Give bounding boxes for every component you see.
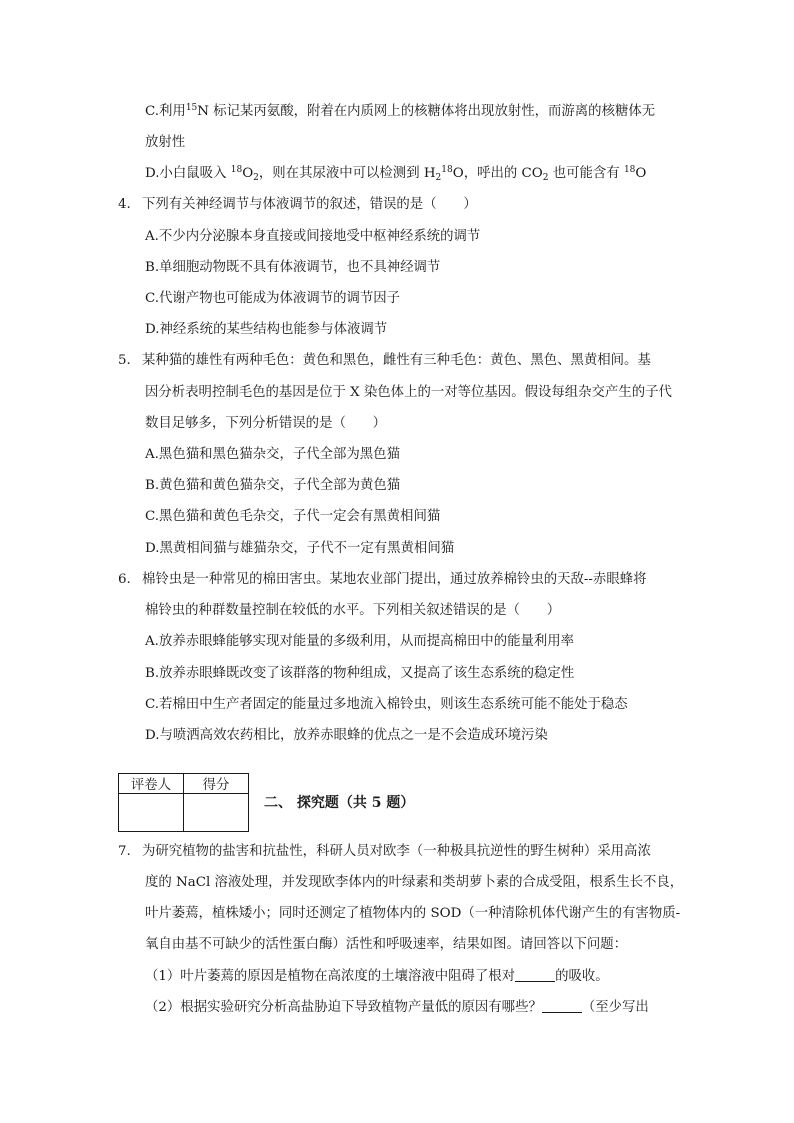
q7-stem-line2: 度的 NaCl 溶液处理，并发现欧李体内的叶绿素和类胡萝卜素的合成受阻，根系生长不良， [145, 875, 684, 890]
q4-number: 4. [118, 197, 131, 212]
q6-stem-line1: 6. 棉铃虫是一种常见的棉田害虫。某地农业部门提出，通过放养棉铃虫的天敌--赤眼蜂将 [118, 570, 647, 590]
q6-option-a: A.放养赤眼蜂能够实现对能量的多级利用，从而提高棉田中的能量利用率 [145, 634, 575, 649]
score-cell[interactable] [184, 794, 249, 832]
q7-subquestion-1: （1）叶片萎蔫的原因是植物在高浓度的土壤溶液中阻碍了根对 的吸收。 [145, 969, 609, 984]
q6-option-d: D.与喷洒高效农药相比，放养赤眼蜂的优点之一是不会造成环境污染 [145, 728, 548, 743]
q6-number: 6. [118, 572, 131, 587]
q5-number: 5. [118, 353, 131, 368]
q7-stem-line3: 叶片萎蔫，植株矮小；同时还测定了植物体内的 SOD（一种清除机体代谢产生的有害物质- [145, 906, 681, 921]
q7-stem-line4: 氧自由基不可缺少的活性蛋白酶）活性和呼吸速率，结果如图。请回答以下问题： [145, 937, 628, 952]
section-title: 二、 探究题（共 5 题） [264, 795, 415, 811]
q5-option-c: C.黑色猫和黄色毛杂交，子代一定会有黑黄相间猫 [145, 509, 441, 524]
q5-option-d: D.黑黄相间猫与雄猫杂交，子代不一定有黑黄相间猫 [145, 541, 455, 556]
grader-cell[interactable] [119, 794, 184, 832]
q5-option-b: B.黄色猫和黄色猫杂交，子代全部为黄色猫 [145, 478, 401, 493]
q3-option-d: D.小白鼠吸入 $^{18}O_2$，则在其尿液中可以检测到 $H_2^{18}O$，呼出的 $CO_2$ 也可能含有 $^{18}$O [145, 165, 647, 183]
grader-table [118, 773, 249, 832]
q6-stem-line2: 棉铃虫的种群数量控制在较低的水平。下列相关叙述错误的是（ ） [145, 603, 561, 618]
answer-blank-1[interactable] [515, 967, 555, 982]
q5-option-a: A.黑色猫和黑色猫杂交，子代全部为黑色猫 [145, 447, 400, 462]
q4-option-a: A.不少内分泌腺本身直接或间接地受中枢神经系统的调节 [145, 229, 481, 244]
q7-subquestion-2: （2）根据实验研究分析高盐胁迫下导致植物产量低的原因有哪些？ （至少写出 [145, 1000, 649, 1015]
q4-option-c: C.代谢产物也可能成为体液调节的调节因子 [145, 291, 401, 306]
q5-stem-line2: 因分析表明控制毛色的基因是位于 X 染色体上的一对等位基因。假设每组杂交产生的子代 [145, 385, 672, 400]
q6-option-c: C.若棉田中生产者固定的能量过多地流入棉铃虫，则该生态系统可能不能处于稳态 [145, 697, 628, 712]
q4-stem: 4. 下列有关神经调节与体液调节的叙述，错误的是（ ） [118, 195, 477, 215]
grader-label: 评卷人 [119, 774, 184, 794]
q4-option-d: D.神经系统的某些结构也能参与体液调节 [145, 322, 388, 337]
q7-stem-line1: 7. 为研究植物的盐害和抗盐性，科研人员对欧李（一种极具抗逆性的野生树种）采用高浓 [118, 842, 651, 862]
q5-stem-line1: 5. 某种猫的雄性有两种毛色：黄色和黑色，雌性有三种毛色：黄色、黑色、黑黄相间。基 [118, 351, 651, 371]
q7-number: 7. [118, 844, 131, 859]
q6-option-b: B.放养赤眼蜂既改变了该群落的物种组成，又提高了该生态系统的稳定性 [145, 666, 575, 681]
answer-blank-2[interactable] [542, 998, 582, 1013]
q4-option-b: B.单细胞动物既不具有体液调节，也不具神经调节 [145, 260, 441, 275]
q3-option-c-line2: 放射性 [145, 135, 186, 150]
score-label: 得分 [184, 774, 249, 794]
q5-stem-line3: 数目足够多，下列分析错误的是（ ） [145, 416, 387, 431]
q3-option-c-line1: C.利用$^{15}$N 标记某丙氨酸，附着在内质网上的核糖体将出现放射性，而游离的核糖体无 [145, 103, 656, 119]
